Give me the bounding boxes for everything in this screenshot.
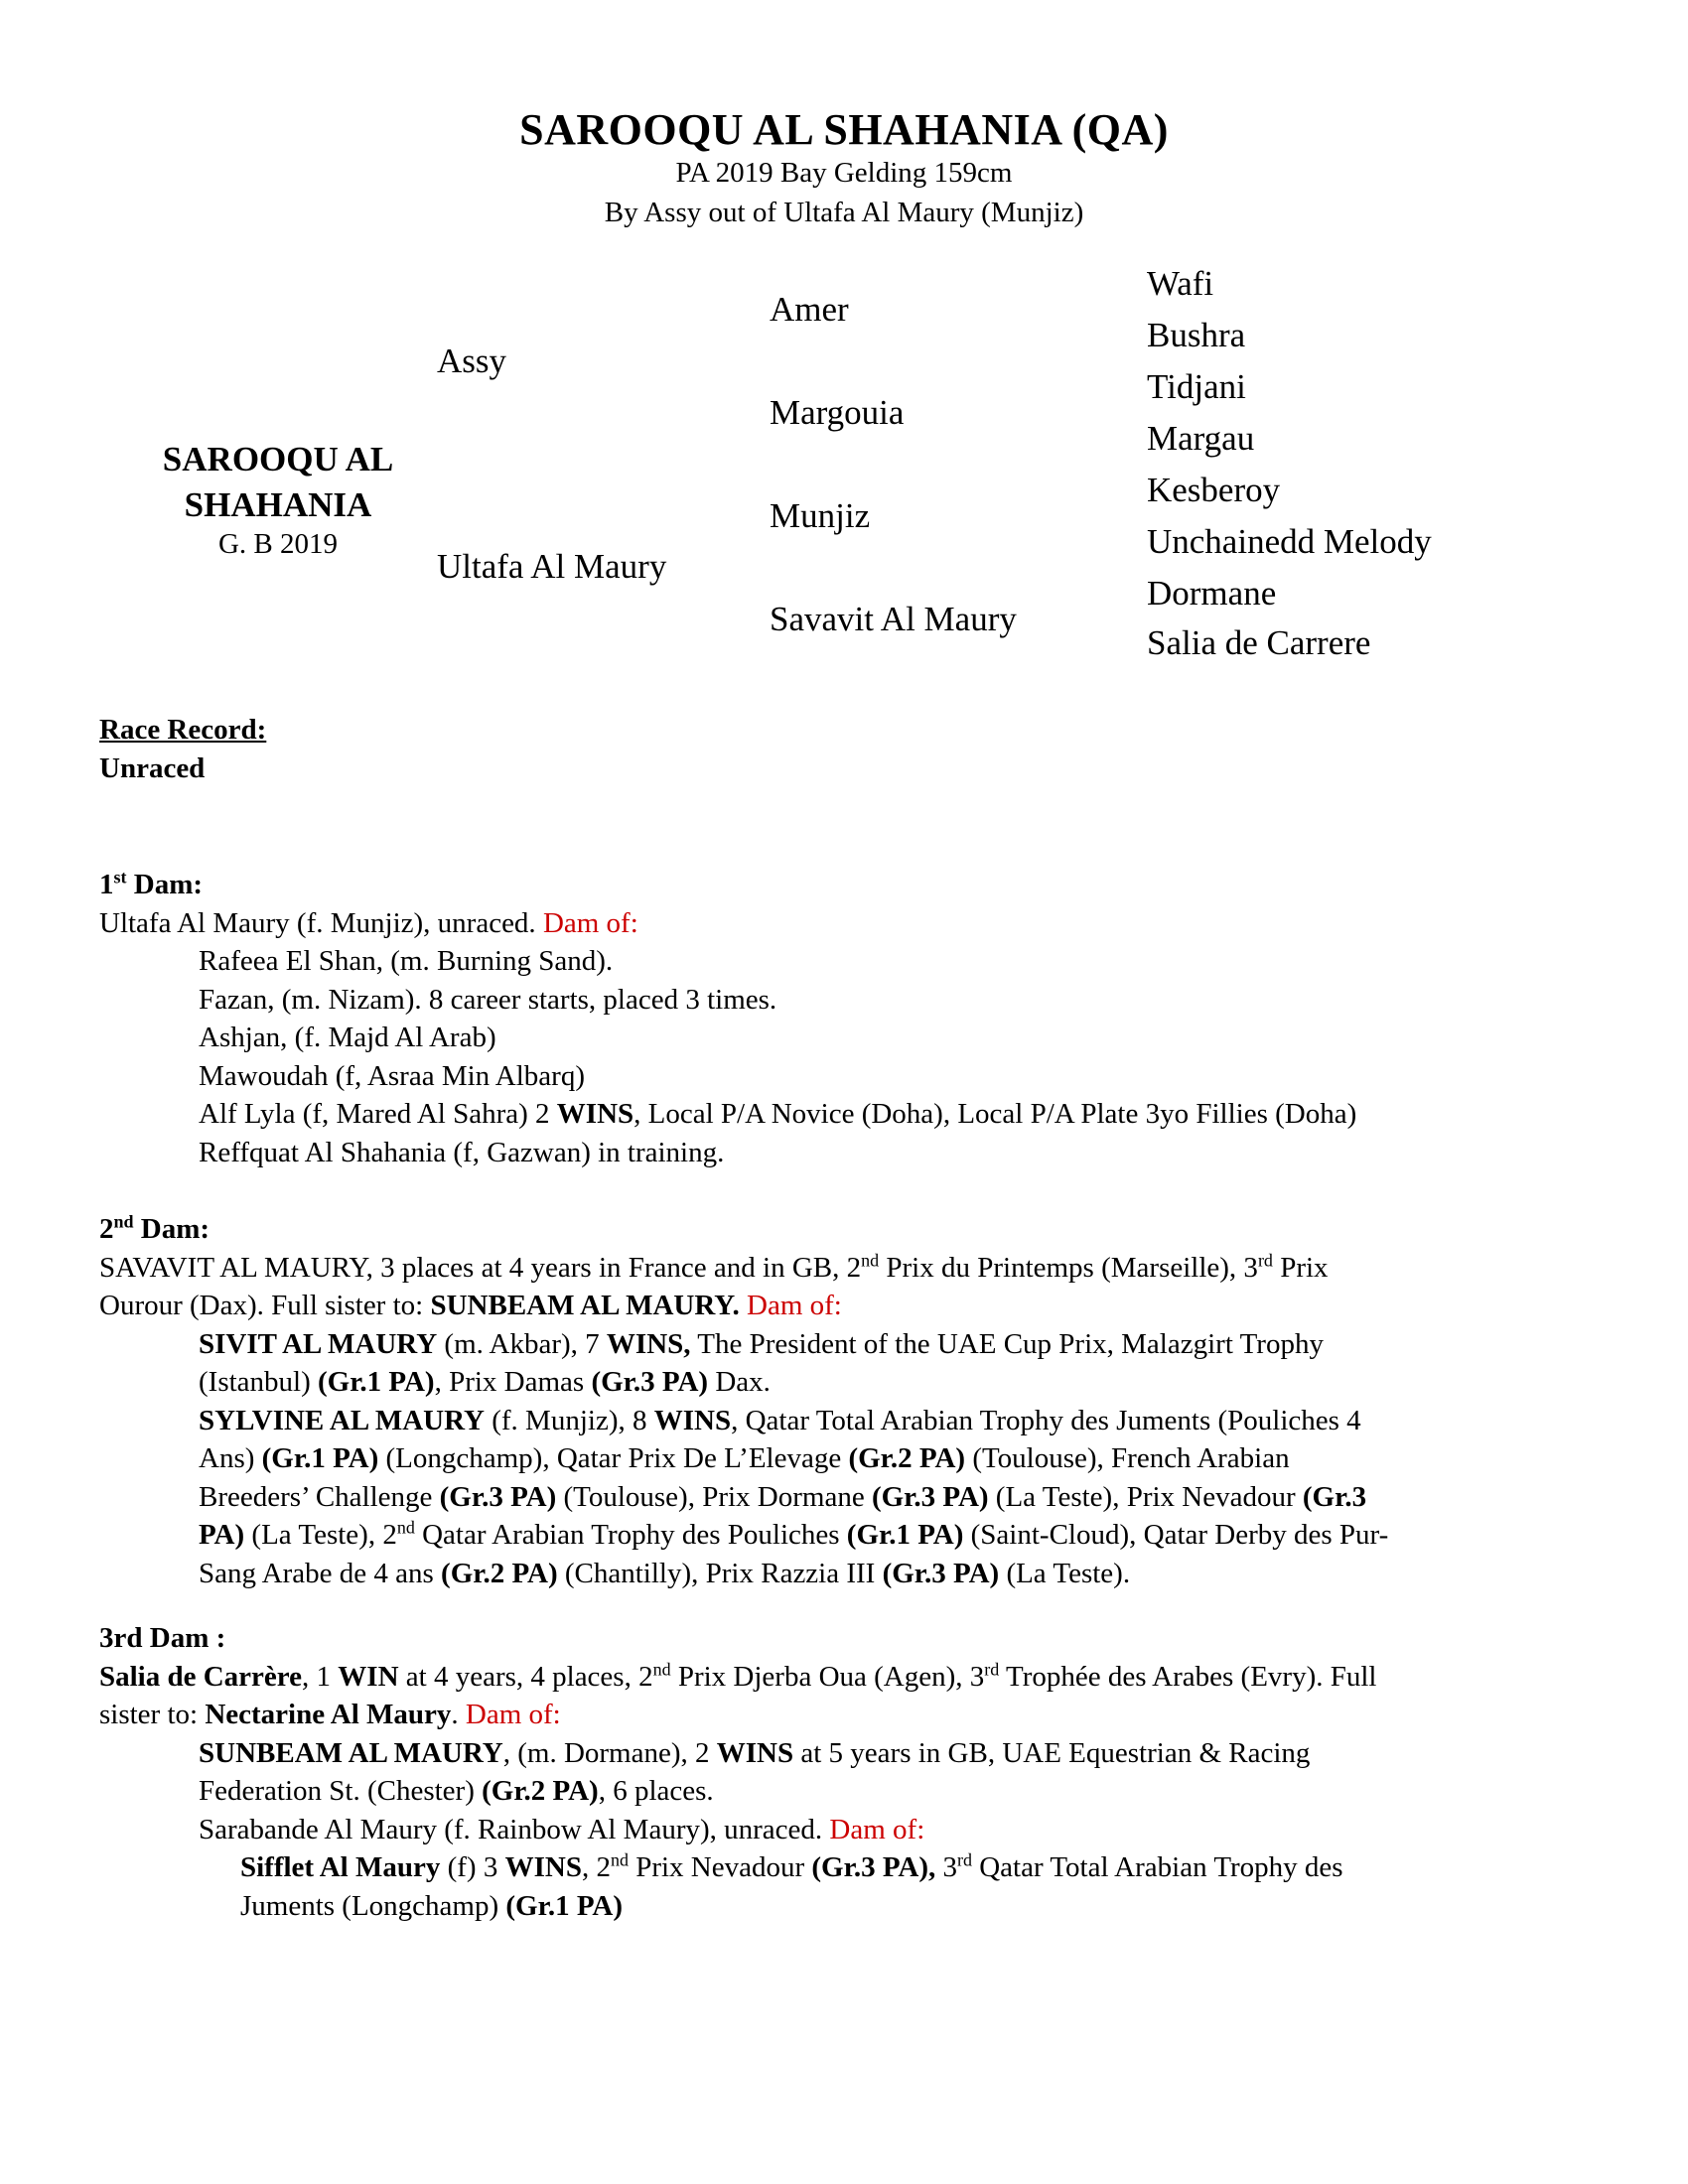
- list-item: Sarabande Al Maury (f. Rainbow Al Maury), unraced. Dam of:: [199, 1813, 925, 1845]
- third-dam-intro-cont: sister to: Nectarine Al Maury. Dam of:: [99, 1699, 561, 1730]
- race-record-heading: Race Record:: [99, 714, 267, 746]
- list-item-cont: Ans) (Gr.1 PA) (Longchamp), Qatar Prix De L’Elevage (Gr.2 PA) (Toulouse), French Arabian: [199, 1442, 1290, 1474]
- pedigree-great-grandparent: Margau: [1147, 419, 1255, 458]
- list-item-cont: Sang Arabe de 4 ans (Gr.2 PA) (Chantilly), Prix Razzia III (Gr.3 PA) (La Teste).: [199, 1557, 1131, 1589]
- pedigree-great-grandparent: Salia de Carrere: [1147, 623, 1371, 662]
- horse-parentage: By Assy out of Ultafa Al Maury (Munjiz): [604, 197, 1084, 228]
- horse-description: PA 2019 Bay Gelding 159cm: [675, 157, 1013, 189]
- list-item: SYLVINE AL MAURY (f. Munjiz), 8 WINS, Qatar Total Arabian Trophy des Juments (Pouliches 4: [199, 1404, 1361, 1436]
- pedigree-great-grandparent: Tidjani: [1147, 367, 1246, 406]
- pedigree-sire: Assy: [437, 341, 507, 380]
- first-dam-intro: Ultafa Al Maury (f. Munjiz), unraced. Dam of:: [99, 906, 638, 939]
- dam-of-label: Dam of:: [458, 1699, 561, 1730]
- list-item: Rafeea El Shan, (m. Burning Sand).: [199, 945, 614, 977]
- third-dam-section: [99, 1619, 1609, 1925]
- race-record-value: Unraced: [99, 751, 206, 784]
- page-title: SAROOQU AL SHAHANIA (QA): [519, 105, 1169, 154]
- pedigree-grandparent: Amer: [770, 290, 849, 329]
- second-dam-section: [99, 1210, 1609, 1592]
- dam-of-label: Dam of:: [822, 1813, 925, 1845]
- list-item: Alf Lyla (f, Mared Al Sahra) 2 WINS, Local P/A Novice (Doha), Local P/A Plate 3yo Fillies (Doha): [199, 1098, 1357, 1130]
- pedigree-great-grandparent: Dormane: [1147, 574, 1277, 613]
- pedigree-horse-sub: G. B 2019: [217, 528, 339, 560]
- dam-of-label: Dam of:: [739, 1290, 842, 1321]
- list-item: Sifflet Al Maury (f) 3 WINS, 2nd Prix Nevadour (Gr.3 PA), 3rd Qatar Total Arabian Trophy des: [240, 1849, 1343, 1883]
- list-item-cont: Juments (Longchamp) (Gr.1 PA): [240, 1889, 623, 1922]
- pedigree-great-grandparent: Bushra: [1147, 316, 1246, 354]
- pedigree-grandparent: Savavit Al Maury: [770, 600, 1017, 638]
- third-dam-heading: 3rd Dam :: [99, 1622, 226, 1654]
- pedigree-grandparent: Margouia: [770, 393, 905, 432]
- second-dam-intro: SAVAVIT AL MAURY, 3 places at 4 years in France and in GB, 2nd Prix du Printemps (Marseille), 3rd Prix: [99, 1249, 1329, 1284]
- pedigree-horse-name-line2: SHAHANIA: [184, 485, 372, 524]
- third-dam-intro: Salia de Carrère, 1 WIN at 4 years, 4 places, 2nd Prix Djerba Oua (Agen), 3rd Trophée des Arabes (Evry). Full: [99, 1658, 1377, 1693]
- second-dam-heading: 2nd Dam:: [99, 1211, 211, 1245]
- list-item-cont: (Istanbul) (Gr.1 PA), Prix Damas (Gr.3 PA) Dax.: [199, 1366, 771, 1398]
- first-dam-section: [99, 866, 1609, 1171]
- list-item: Reffquat Al Shahania (f, Gazwan) in training.: [199, 1136, 725, 1168]
- list-item: SUNBEAM AL MAURY, (m. Dormane), 2 WINS at 5 years in GB, UAE Equestrian & Racing: [199, 1736, 1311, 1769]
- pedigree-grandparent: Munjiz: [770, 496, 871, 535]
- list-item: Ashjan, (f. Majd Al Arab): [199, 1022, 496, 1053]
- list-item: SIVIT AL MAURY (m. Akbar), 7 WINS, The President of the UAE Cup Prix, Malazgirt Trophy: [199, 1327, 1324, 1360]
- list-item-cont: Federation St. (Chester) (Gr.2 PA), 6 places.: [199, 1775, 714, 1807]
- pedigree-dam: Ultafa Al Maury: [437, 547, 667, 586]
- second-dam-intro-cont: Ourour (Dax). Full sister to: SUNBEAM AL MAURY. Dam of:: [99, 1290, 842, 1321]
- pedigree-great-grandparent: Kesberoy: [1147, 471, 1281, 509]
- list-item-cont: Breeders’ Challenge (Gr.3 PA) (Toulouse), Prix Dormane (Gr.3 PA) (La Teste), Prix Nevadour (Gr.3: [199, 1480, 1367, 1513]
- race-record-section: [99, 711, 1609, 787]
- pedigree-horse: [139, 437, 417, 561]
- list-item: Mawoudah (f, Asraa Min Albarq): [199, 1059, 585, 1092]
- pedigree-horse-name-line1: SAROOQU AL: [162, 440, 394, 478]
- pedigree-great-grandparent: Unchainedd Melody: [1147, 522, 1432, 561]
- first-dam-heading: 1st Dam:: [99, 867, 204, 900]
- dam-of-label: Dam of:: [542, 906, 638, 939]
- list-item-cont: PA) (La Teste), 2nd Qatar Arabian Trophy des Pouliches (Gr.1 PA) (Saint-Cloud), Qatar Derby des Pur-: [199, 1517, 1389, 1551]
- list-item: Fazan, (m. Nizam). 8 career starts, placed 3 times.: [199, 983, 777, 1016]
- pedigree-great-grandparent: Wafi: [1147, 264, 1214, 303]
